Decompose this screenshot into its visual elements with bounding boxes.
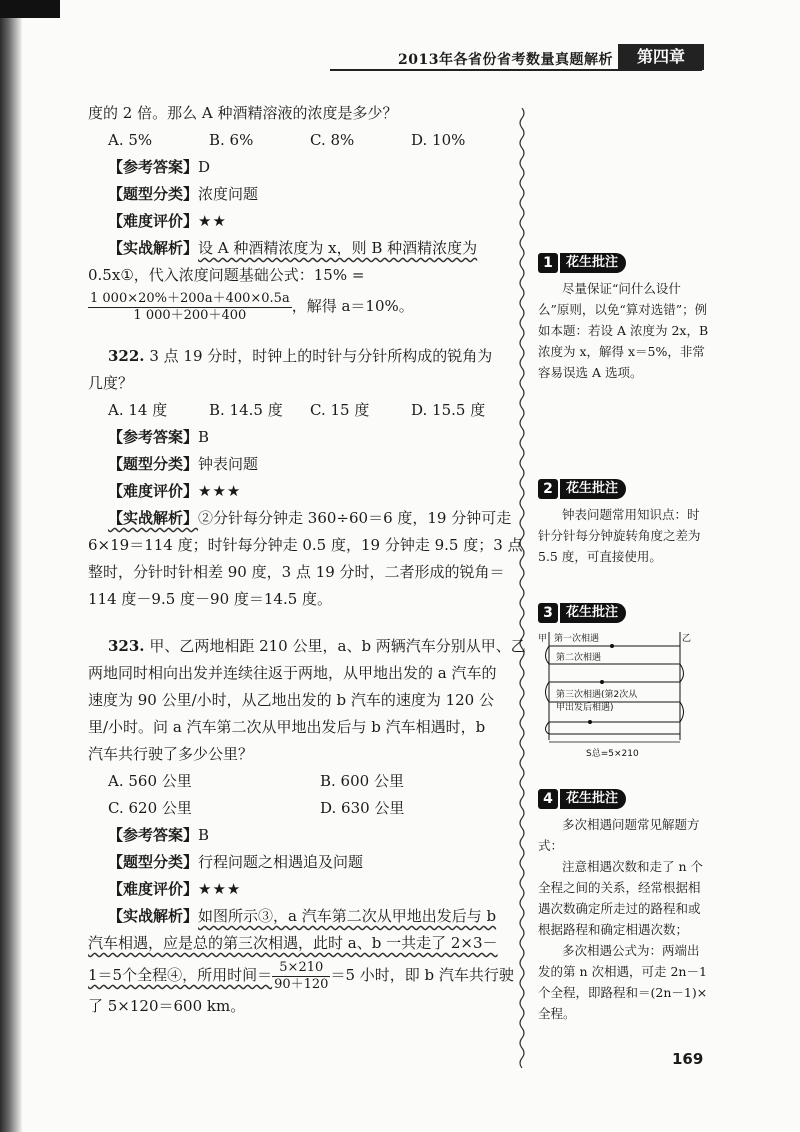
q323-options — [88, 768, 512, 822]
q321-answer-row — [88, 154, 512, 181]
q323-stem-line4: 里/小时。问 a 汽车第二次从甲地出发后与 b 汽车相遇时，b — [88, 718, 486, 736]
q322-type: 钟表问题 — [198, 455, 259, 473]
q323-analysis-row2: 汽车相遇，应是总的第三次相遇，此时 a、b 一共走了 2×3－ — [88, 934, 498, 952]
q322-answer: B — [198, 428, 210, 446]
q322-option-d: D. 15.5 度 — [411, 401, 486, 419]
diagram-total-label: S总=5×210 — [586, 749, 639, 759]
q323-option-a: A. 560 公里 — [108, 772, 192, 790]
note-number-badge: 1 — [538, 253, 558, 273]
q321-analysis-text1: 设 A 种酒精浓度为 x，则 B 种酒精浓度为 — [198, 239, 478, 257]
q323-analysis-text1: 如图所示③，a 汽车第二次从甲地出发后与 b — [198, 907, 497, 925]
q322-options — [88, 397, 512, 424]
type-tag: 【题型分类】 — [108, 185, 199, 203]
note-label: 花生批注 — [560, 603, 626, 623]
q322-analysis-row1 — [88, 505, 512, 532]
note-label: 花生批注 — [560, 789, 626, 809]
q323-time-fraction — [272, 960, 330, 993]
q322-type-row — [88, 451, 512, 478]
q321-type: 浓度问题 — [198, 185, 259, 203]
q322-option-b: B. 14.5 度 — [209, 401, 283, 419]
q323-option-b: B. 600 公里 — [320, 772, 404, 790]
page-number: 169 — [672, 1050, 704, 1068]
q322-analysis-text1: ②分针每分钟走 360÷60＝6 度，19 分钟可走 — [198, 509, 512, 527]
q322-stem-line1 — [88, 343, 512, 370]
q322-analysis-row3: 整时，分针时针相差 90 度，3 点 19 分时，二者形成的锐角＝ — [88, 563, 505, 581]
q321-difficulty-stars: ★★ — [198, 212, 227, 230]
q323-analysis-row3 — [88, 957, 512, 993]
side-note-1 — [538, 252, 710, 383]
q323-difficulty-stars: ★★★ — [198, 880, 242, 898]
diagram-meet2-label: 第二次相遇 — [556, 653, 602, 663]
q322-analysis-row2: 6×19＝114 度；时针每分钟走 0.5 度，19 分钟走 9.5 度；3 点 — [88, 536, 523, 554]
q323-stem-line2: 两地同时相向出发并连续往返于两地，从甲地出发的 a 汽车的 — [88, 664, 497, 682]
note-label: 花生批注 — [560, 479, 626, 499]
q323-option-d: D. 630 公里 — [320, 799, 405, 817]
q323-type-row — [88, 849, 512, 876]
q321-formula-denominator: 1 000＋200＋400 — [133, 307, 247, 323]
running-header-title: 2013年各省份省考数量真题解析 — [398, 52, 613, 68]
diagram-left-label: 甲 — [538, 634, 548, 644]
diagram-right-label: 乙 — [682, 634, 692, 644]
q322-answer-row — [88, 424, 512, 451]
q322-analysis-row4: 114 度－9.5 度－90 度＝14.5 度。 — [88, 590, 333, 608]
q323-stem-line3: 速度为 90 公里/小时，从乙地出发的 b 汽车的速度为 120 公 — [88, 691, 494, 709]
note-label: 花生批注 — [560, 253, 626, 273]
q321-analysis-row1 — [88, 235, 512, 262]
q323-option-c: C. 620 公里 — [108, 799, 192, 817]
note-text-line3: 多次相遇公式为：两端出发的第 n 次相遇，可走 2n－1 个全程，即路程和＝(2n－1)×全程。 — [538, 943, 708, 1021]
analysis-tag: 【实战解析】 — [108, 509, 199, 527]
note-text: 钟表问题常用知识点：时针分针每分钟旋转角度之差为 5.5 度，可直接使用。 — [538, 507, 701, 564]
analysis-tag: 【实战解析】 — [108, 239, 199, 257]
diagram-meet1-label: 第一次相遇 — [554, 634, 600, 644]
side-note-4 — [538, 788, 710, 1024]
page-binding-shadow — [0, 0, 22, 1132]
page-corner-shadow — [0, 0, 60, 18]
side-note-2 — [538, 478, 710, 567]
q321-options — [88, 127, 512, 154]
meeting-diagram — [538, 630, 694, 762]
q323-difficulty-row — [88, 876, 512, 903]
q322-stem-text1: 3 点 19 分时，时钟上的时针与分针所构成的锐角为 — [149, 347, 493, 365]
answer-tag: 【参考答案】 — [108, 158, 199, 176]
note-text-line1: 多次相遇问题常见解题方式： — [538, 817, 700, 853]
answer-tag: 【参考答案】 — [108, 826, 199, 844]
note-header — [538, 788, 710, 810]
q321-type-row — [88, 181, 512, 208]
q321-formula-numerator: 1 000×20%＋200a＋400×0.5a — [90, 290, 290, 306]
q322-difficulty-stars: ★★★ — [198, 482, 242, 500]
q322-stem-line2: 几度？ — [88, 374, 134, 392]
diagram-meet3-label-2: 甲出发后相遇) — [556, 703, 614, 713]
note-number-badge: 2 — [538, 479, 558, 499]
difficulty-tag: 【难度评价】 — [108, 880, 199, 898]
note-header — [538, 478, 710, 500]
q323-frac-numerator: 5×210 — [272, 960, 330, 977]
q321-analysis-row2: 0.5x①，代入浓度问题基础公式：15% = — [88, 266, 365, 284]
note-header — [538, 252, 710, 274]
note-number-badge: 4 — [538, 789, 558, 809]
note-header — [538, 602, 710, 624]
q321-option-a: A. 5% — [108, 131, 153, 149]
main-column — [88, 100, 526, 1020]
q323-type: 行程问题之相遇追及问题 — [198, 853, 364, 871]
type-tag: 【题型分类】 — [108, 455, 199, 473]
q323-analysis-row4: 了 5×120＝600 km。 — [88, 997, 246, 1015]
difficulty-tag: 【难度评价】 — [108, 482, 199, 500]
q323-stem-text1: 甲、乙两地相距 210 公里，a、b 两辆汽车分别从甲、乙 — [149, 637, 526, 655]
note-number-badge: 3 — [538, 603, 558, 623]
type-tag: 【题型分类】 — [108, 853, 199, 871]
q323-analysis-text3: 1＝5个全程④，所用时间＝ — [88, 966, 273, 984]
q322-number: 322. — [108, 347, 145, 365]
q321-option-b: B. 6% — [209, 131, 254, 149]
chapter-badge: 第四章 — [618, 44, 704, 70]
q322-difficulty-row — [88, 478, 512, 505]
q321-option-d: D. 10% — [411, 131, 466, 149]
note-text: 尽量保证“问什么设什么”原则，以免“算对选错”；例如本题：若设 A 浓度为 2x，B 浓度为 x，解得 x＝5%，非常容易误选 A 选项。 — [538, 281, 709, 380]
q323-number: 323. — [108, 637, 145, 655]
q323-stem-line1 — [88, 633, 526, 660]
q322-option-c: C. 15 度 — [310, 401, 370, 419]
q323-analysis-text3b: ＝5 小时，即 b 汽车共行驶 — [330, 966, 514, 984]
q321-formula-row — [88, 289, 512, 323]
q321-stem-tail: 度的 2 倍。那么 A 种酒精溶液的浓度是多少？ — [88, 104, 398, 122]
q321-formula-fraction — [88, 291, 292, 324]
column-divider — [518, 108, 526, 1068]
q323-stem-line5: 汽车共行驶了多少公里？ — [88, 745, 254, 763]
q321-difficulty-row — [88, 208, 512, 235]
answer-tag: 【参考答案】 — [108, 428, 199, 446]
q323-answer: B — [198, 826, 210, 844]
q323-analysis-row1 — [88, 903, 512, 930]
analysis-tag: 【实战解析】 — [108, 907, 199, 925]
q321-formula-result: ，解得 a＝10%。 — [291, 297, 414, 315]
difficulty-tag: 【难度评价】 — [108, 212, 199, 230]
header-rule — [330, 69, 702, 71]
side-note-3 — [538, 602, 710, 628]
q321-option-c: C. 8% — [310, 131, 355, 149]
note-text-line2: 注意相遇次数和走了 n 个全程之间的关系，经常根据相遇次数确定所走过的路程和或根据路程和确定相遇次数； — [538, 859, 703, 937]
diagram-meet3-label-1: 第三次相遇(第2次从 — [556, 690, 638, 700]
q322-option-a: A. 14 度 — [108, 401, 168, 419]
q321-answer: D — [198, 158, 211, 176]
q323-frac-denominator: 90＋120 — [274, 976, 329, 992]
q323-answer-row — [88, 822, 512, 849]
